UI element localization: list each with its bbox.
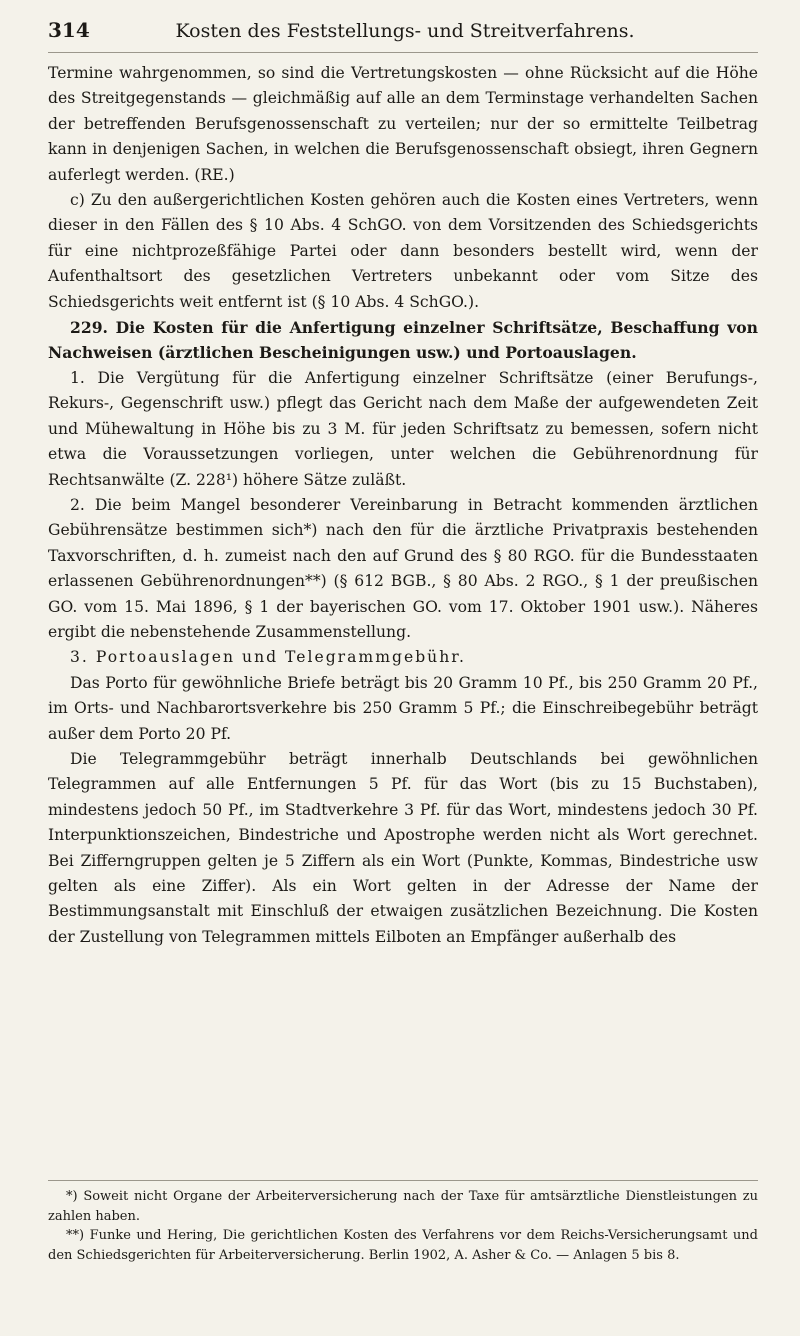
section-heading-229: 229. Die Kosten für die Anfertigung einzelner Schriftsätze, Beschaffung von Nachweisen (ärztlichen Bescheinigungen usw.) und Portoauslagen.	[48, 318, 758, 363]
page-header	[48, 18, 758, 53]
page-number: 314	[48, 18, 90, 42]
footnotes	[48, 1180, 758, 1265]
paragraph-continuation: Termine wahrgenommen, so sind die Vertretungskosten — ohne Rücksicht auf die Höhe des Streitgegenstands — gleichmäßig auf alle an dem Terminstage verhandelten Sachen der betreffenden Berufsgenossenschaft zu verteilen; nur der so ermittelte Teilbetrag kann in denjenigen Sachen, in welchen die Berufsgenossenschaft obsiegt, ihren Gegnern auferlegt werden. (RE.)	[48, 64, 758, 184]
running-head: Kosten des Feststellungs- und Streitverfahrens.	[175, 20, 635, 42]
subheading-postage: 3. Portoauslagen und Telegrammgebühr.	[70, 648, 466, 667]
paragraph-postage-rates: Das Porto für gewöhnliche Briefe beträgt bis 20 Gramm 10 Pf., bis 250 Gramm 20 Pf., im Orts- und Nachbarortsverkehre bis 250 Gramm 5 Pf.; die Einschreibegebühr beträgt außer dem Porto 20 Pf.	[48, 673, 758, 743]
paragraph-c-agent-costs: c) Zu den außergerichtlichen Kosten gehören auch die Kosten eines Vertreters, wenn dieser in den Fällen des § 10 Abs. 4 SchGO. von dem Vorsitzenden des Schiedsgerichts für eine nichtprozeßfähige Partei oder dann besonders bestellt wird, wenn der Aufenthaltsort des gesetzlichen Vertreters unbekannt oder vom Sitze des Schiedsgerichts weit entfernt ist (§ 10 Abs. 4 SchGO.).	[48, 191, 758, 311]
paragraph-2-medical-fees: 2. Die beim Mangel besonderer Vereinbarung in Betracht kommenden ärztlichen Gebührensätze bestimmen sich*) nach den für die ärztliche Privatpraxis bestehenden Taxvorschriften, d. h. zumeist nach den auf Grund des § 80 RGO. für die Bundesstaaten erlassenen Gebührenordnungen**) (§ 612 BGB., § 80 Abs. 2 RGO., § 1 der preußischen GO. vom 15. Mai 1896, § 1 der bayerischen GO. vom 17. Oktober 1901 usw.). Näheres ergibt die nebenstehende Zusammenstellung.	[48, 495, 758, 641]
footnote-2: **) Funke und Hering, Die gerichtlichen Kosten des Verfahrens vor dem Reichs-Versicherungsamt und den Schiedsgerichten für Arbeiterversicherung. Berlin 1902, A. Asher & Co. — Anlagen 5 bis 8.	[48, 1228, 758, 1263]
paragraph-1-drafting-fees: 1. Die Vergütung für die Anfertigung einzelner Schriftsätze (einer Berufungs-, Rekurs-, Gegenschrift usw.) pflegt das Gericht nach dem Maße der aufgewendeten Zeit und Mühewaltung in Höhe bis zu 3 M. für jeden Schriftsatz zu bemessen, sofern nicht etwa die Voraussetzungen vorliegen, unter welchen die Gebührenordnung für Rechtsanwälte (Z. 228¹) höhere Sätze zuläßt.	[48, 368, 758, 489]
footnote-1: *) Soweit nicht Organe der Arbeiterversicherung nach der Taxe für amtsärztliche Dienstleistungen zu zahlen haben.	[48, 1189, 758, 1224]
paragraph-telegram-rates: Die Telegrammgebühr beträgt innerhalb Deutschlands bei gewöhnlichen Telegrammen auf alle Entfernungen 5 Pf. für das Wort (bis zu 15 Buchstaben), mindestens jedoch 50 Pf., im Stadtverkehre 3 Pf. für das Wort, mindestens jedoch 30 Pf. Interpunktionszeichen, Bindestriche und Apostrophe werden nicht als Wort gerechnet. Bei Zifferngruppen gelten je 5 Ziffern als ein Wort (Punkte, Kommas, Bindestriche usw gelten als eine Ziffer). Als ein Wort gelten in der Adresse der Name der Bestimmungsanstalt mit Einschluß der etwaigen zusätzlichen Bezeichnung. Die Kosten der Zustellung von Telegrammen mittels Eilboten an Empfänger außerhalb des	[48, 749, 758, 946]
body-text	[48, 61, 758, 950]
